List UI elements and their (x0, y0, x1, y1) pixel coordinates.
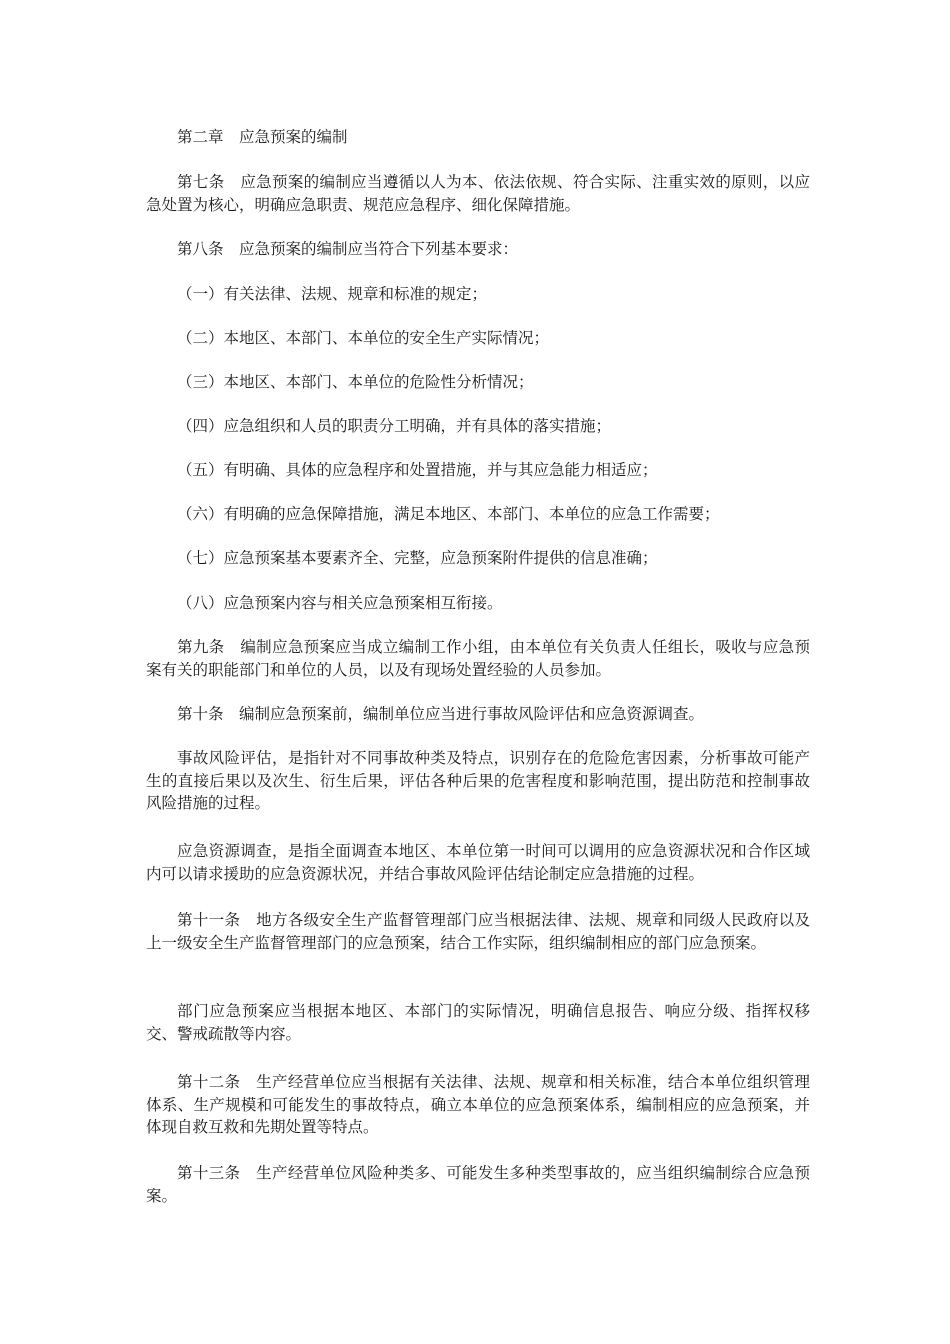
risk-assessment-paragraph: 事故风险评估，是指针对不同事故种类及特点，识别存在的危险危害因素，分析事故可能产生的直接后果以及次生、衍生后果，评估各种后果的危害程度和影响范围，提出防范和控制事故风险措施的过程。 (146, 749, 810, 812)
article-13: 第十三条 生产经营单位风险种类多、可能发生多种类型事故的，应当组织编制综合应急预案。 (146, 1164, 810, 1205)
list-item-4: （四）应急组织和人员的职责分工明确，并有具体的落实措施； (177, 417, 612, 435)
list-item-2: （二）本地区、本部门、本单位的安全生产实际情况； (177, 329, 550, 347)
article-7: 第七条 应急预案的编制应当遵循以人为本、依法依规、符合实际、注重实效的原则，以应急处置为核心，明确应急职责、规范应急程序、细化保障措施。 (146, 173, 810, 214)
chapter-heading: 第二章 应急预案的编制 (177, 128, 348, 146)
resource-survey-paragraph: 应急资源调查，是指全面调查本地区、本单位第一时间可以调用的应急资源状况和合作区域内可以请求援助的应急资源状况，并结合事故风险评估结论制定应急措施的过程。 (146, 842, 810, 883)
list-item-3: （三）本地区、本部门、本单位的危险性分析情况； (177, 373, 534, 391)
article-12: 第十二条 生产经营单位应当根据有关法律、法规、规章和相关标准，结合本单位组织管理体系、生产规模和可能发生的事故特点，确立本单位的应急预案体系，编制相应的应急预案，并体现自救互救和先期处置等特点。 (146, 1073, 810, 1136)
list-item-8: （八）应急预案内容与相关应急预案相互衔接。 (177, 594, 503, 612)
list-item-1: （一）有关法律、法规、规章和标准的规定； (177, 285, 488, 303)
article-10: 第十条 编制应急预案前，编制单位应当进行事故风险评估和应急资源调查。 (177, 705, 705, 723)
list-item-6: （六）有明确的应急保障措施，满足本地区、本部门、本单位的应急工作需要； (177, 505, 720, 523)
article-11: 第十一条 地方各级安全生产监督管理部门应当根据法律、法规、规章和同级人民政府以及上一级安全生产监督管理部门的应急预案，结合工作实际，组织编制相应的部门应急预案。 (146, 911, 810, 952)
list-item-5: （五）有明确、具体的应急程序和处置措施，并与其应急能力相适应； (177, 461, 658, 479)
list-item-7: （七）应急预案基本要素齐全、完整，应急预案附件提供的信息准确； (177, 549, 658, 567)
article-8: 第八条 应急预案的编制应当符合下列基本要求： (177, 240, 519, 258)
article-9: 第九条 编制应急预案应当成立编制工作小组，由本单位有关负责人任组长，吸收与应急预案有关的职能部门和单位的人员，以及有现场处置经验的人员参加。 (146, 638, 810, 679)
department-plan-paragraph: 部门应急预案应当根据本地区、本部门的实际情况，明确信息报告、响应分级、指挥权移交、警戒疏散等内容。 (146, 1002, 810, 1043)
